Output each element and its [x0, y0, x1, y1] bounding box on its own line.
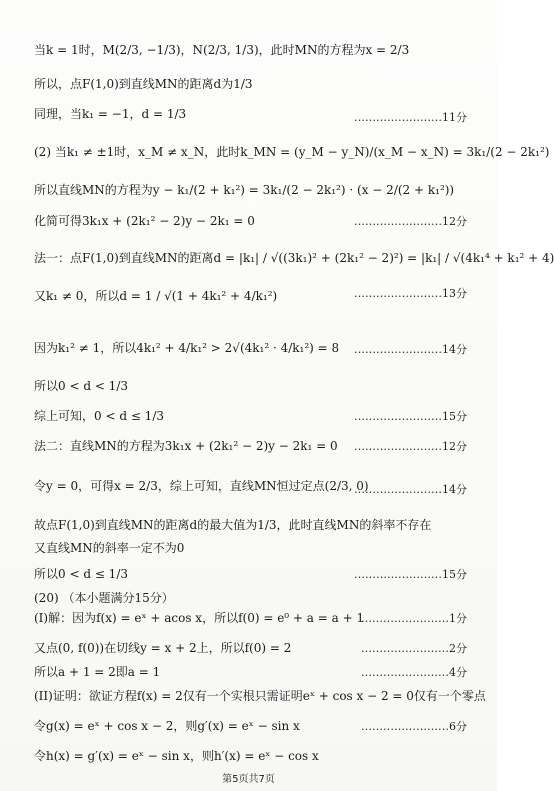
solution-line: 化简可得3k₁x + (2k₁² − 2)y − 2k₁ = 0: [34, 214, 255, 228]
solution-line: 法二：直线MN的方程为3k₁x + (2k₁² − 2)y − 2k₁ = 0: [34, 439, 338, 453]
solution-line: 令y = 0，可得x = 2/3，综上可知，直线MN恒过定点(2/3, 0): [34, 479, 369, 493]
solution-line: (2) 当k₁ ≠ ±1时，x_M ≠ x_N，此时k_MN = (y_M − y_N)/(x_M − x_N) = 3k₁/(2 − 2k₁²): [34, 145, 550, 159]
score-marker: ……………………14分: [354, 343, 467, 356]
solution-line: 所以0 < d < 1/3: [34, 379, 128, 393]
solution-line: 所以0 < d ≤ 1/3: [34, 567, 128, 581]
score-marker: ……………………4分: [361, 666, 467, 679]
score-marker: ……………………6分: [361, 720, 467, 733]
solution-line: 又k₁ ≠ 0，所以d = 1 / √(1 + 4k₁² + 4/k₁²): [34, 289, 278, 303]
solution-line: 又直线MN的斜率一定不为0: [34, 541, 185, 555]
solution-line: 所以a + 1 = 2即a = 1: [34, 665, 161, 679]
solution-line: 所以直线MN的方程为y − k₁/(2 + k₁²) = 3k₁/(2 − 2k₁²) · (x − 2/(2 + k₁²)): [34, 183, 455, 197]
solution-line: 当k = 1时，M(2/3, −1/3)，N(2/3, 1/3)，此时MN的方程为x = 2/3: [34, 43, 410, 57]
solution-line: 综上可知，0 < d ≤ 1/3: [34, 409, 164, 423]
score-marker: ……………………1分: [361, 612, 467, 625]
solution-line: 又点(0, f(0))在切线y = x + 2上，所以f(0) = 2: [34, 641, 292, 655]
solution-line: 所以，点F(1,0)到直线MN的距离d为1/3: [34, 77, 253, 91]
score-marker: ……………………12分: [354, 215, 467, 228]
solution-line: 法一：点F(1,0)到直线MN的距离d = |k₁| / √((3k₁)² + (2k₁² − 2)²) = |k₁| / √(4k₁⁴ + k₁² + 4): [34, 251, 554, 265]
solution-line: 因为k₁² ≠ 1，所以4k₁² + 4/k₁² > 2√(4k₁² · 4/k₁²) = 8: [34, 341, 340, 355]
solution-line: (20) （本小题满分15分）: [34, 591, 174, 605]
score-marker: ……………………12分: [354, 440, 467, 453]
solution-line: (II)证明：欲证方程f(x) = 2仅有一个实根只需证明eˣ + cos x − 2 = 0仅有一个零点: [34, 689, 486, 703]
score-marker: ……………………15分: [354, 410, 467, 423]
solution-line: 故点F(1,0)到直线MN的距离d的最大值为1/3，此时直线MN的斜率不存在: [34, 518, 432, 532]
solution-line: 令h(x) = g′(x) = eˣ − sin x，则h′(x) = eˣ − cos x: [34, 749, 319, 763]
score-marker: ……………………11分: [354, 111, 467, 124]
score-marker: ……………………14分: [354, 483, 467, 496]
score-marker: ……………………13分: [354, 287, 467, 300]
solution-line: 令g(x) = eˣ + cos x − 2，则g′(x) = eˣ − sin x: [34, 719, 300, 733]
score-marker: ……………………15分: [354, 568, 467, 581]
solution-line: 同理，当k₁ = −1，d = 1/3: [34, 107, 187, 121]
score-marker: ……………………2分: [361, 642, 467, 655]
solution-line: (I)解：因为f(x) = eˣ + acos x，所以f(0) = e⁰ + a = a + 1: [34, 611, 365, 625]
page-footer: 第5页共7页: [222, 774, 275, 785]
